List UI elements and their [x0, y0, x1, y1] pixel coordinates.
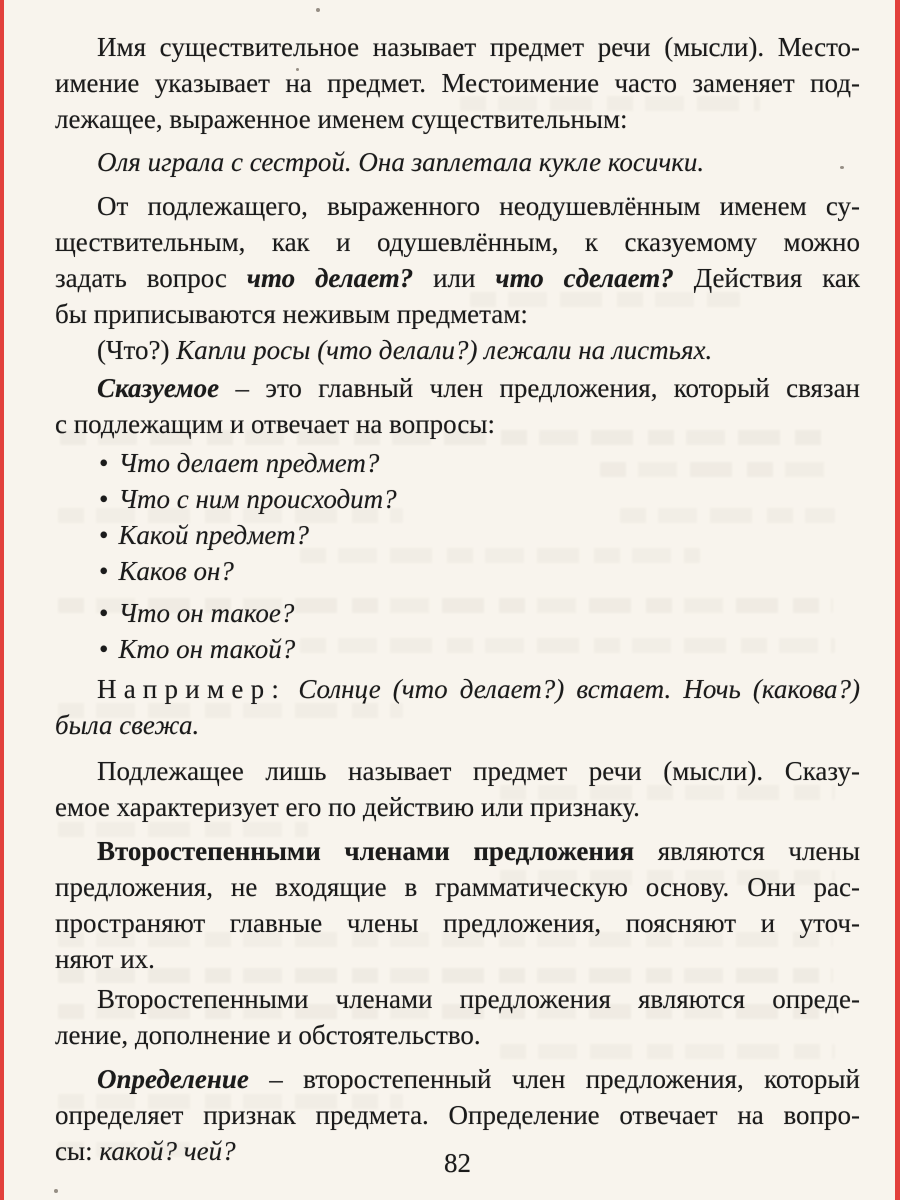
text-run: с подлежащим и отвечает на вопросы: — [55, 409, 495, 439]
text-run: Имя существительное называет предмет речи (мысли). Место- — [97, 32, 860, 62]
text-run: – второстепенный член предложения, который — [248, 1064, 860, 1094]
text-line — [55, 332, 860, 368]
bullet-line — [55, 595, 860, 631]
text-run: Что он такое? — [118, 598, 295, 628]
intro-paragraph — [55, 29, 860, 137]
text-line — [55, 789, 860, 825]
predicate-question-5 — [55, 595, 860, 631]
example-naprimer — [55, 671, 860, 743]
text-run: Что с ним происходит? — [118, 484, 397, 514]
predicate-question-4 — [55, 553, 860, 589]
text-run: Какой предмет? — [118, 520, 310, 550]
paragraph-inanimate-subject — [55, 188, 860, 332]
bullet-icon: • — [99, 634, 109, 664]
text-run: что сделает? — [495, 263, 674, 293]
text-run: емое характеризует его по действию или признаку. — [55, 792, 640, 822]
text-run: (Что?) — [97, 335, 177, 365]
text-run: была свежа. — [55, 710, 200, 740]
text-run: Второстепенными членами предложения являются опреде- — [97, 984, 860, 1014]
text-line — [55, 1061, 860, 1097]
text-run: пространяют главные члены предложения, поясняют и уточ- — [55, 908, 860, 938]
text-line — [55, 101, 860, 137]
text-run: или — [413, 263, 496, 293]
subject-vs-predicate-paragraph — [55, 753, 860, 825]
text-line — [55, 370, 860, 406]
text-run — [286, 674, 298, 704]
predicate-question-2 — [55, 481, 860, 517]
text-line — [55, 144, 860, 180]
text-line — [55, 981, 860, 1017]
text-run: ществительным, как и одушевлённым, к сказуемому можно — [55, 227, 860, 257]
bullet-icon: • — [99, 484, 109, 514]
text-run: бы приписываются неживым предметам: — [55, 299, 528, 329]
text-run: Например: — [97, 674, 287, 704]
predicate-question-3 — [55, 517, 860, 553]
secondary-members-paragraph — [55, 833, 860, 977]
text-line — [55, 188, 860, 224]
text-run: какой? чей? — [99, 1136, 236, 1166]
text-run: Каков он? — [118, 556, 234, 586]
text-run: Подлежащее лишь называет предмет речи (мысли). Сказу- — [97, 756, 860, 786]
page-number: 82 — [444, 1148, 471, 1178]
text-run: Оля играла с сестрой. Она заплетала кукле косички. — [97, 147, 705, 177]
example-olya — [55, 144, 860, 180]
text-run: Действия как — [673, 263, 860, 293]
scan-speck — [54, 1189, 58, 1193]
text-line — [55, 296, 860, 332]
text-run: задать вопрос — [55, 263, 247, 293]
text-run: что делает? — [246, 263, 414, 293]
text-run: Второстепенными членами предложения — [97, 836, 635, 866]
text-line — [55, 941, 860, 977]
text-line — [55, 1017, 860, 1053]
text-run: Определение — [97, 1064, 249, 1094]
text-line — [55, 1097, 860, 1133]
text-line — [55, 406, 860, 442]
text-run: являются члены — [634, 836, 860, 866]
text-run: няют их. — [55, 944, 155, 974]
bullet-line — [55, 553, 860, 589]
secondary-members-list-paragraph — [55, 981, 860, 1053]
text-line — [55, 753, 860, 789]
text-run: ление, дополнение и обстоятельство. — [55, 1020, 481, 1050]
text-run: Солнце (что делает?) встает. Ночь (какова?) — [298, 674, 860, 704]
text-line — [55, 833, 860, 869]
text-run: Капли росы (что делали?) лежали на листьях. — [176, 335, 713, 365]
predicate-definition — [55, 370, 860, 442]
text-line — [55, 224, 860, 260]
text-run: Что делает предмет? — [118, 448, 380, 478]
bullet-icon: • — [99, 448, 109, 478]
text-run: сы: — [55, 1136, 100, 1166]
bullet-icon: • — [99, 520, 109, 550]
predicate-question-1 — [55, 445, 860, 481]
text-run: определяет признак предмета. Определение отвечает на вопро- — [55, 1100, 860, 1130]
bullet-line — [55, 445, 860, 481]
text-line — [55, 707, 860, 743]
text-run: Кто он такой? — [118, 634, 296, 664]
text-line — [55, 260, 860, 296]
text-line — [55, 65, 860, 101]
text-run: предложения, не входящие в грамматическую основу. Они рас- — [55, 872, 860, 902]
bullet-icon: • — [99, 598, 109, 628]
bullet-line — [55, 517, 860, 553]
text-line — [55, 869, 860, 905]
text-run: имение указывает на предмет. Местоимение часто заменяет под- — [55, 68, 860, 98]
text-line — [55, 29, 860, 65]
right-edge-scan-artifact — [895, 0, 900, 1200]
bullet-line — [55, 631, 860, 667]
example-kapli-rosy — [55, 332, 860, 368]
text-run: – это главный член предложения, который связан — [219, 373, 860, 403]
text-run: лежащее, выраженное именем существительным: — [55, 104, 628, 134]
bullet-line — [55, 481, 860, 517]
text-line — [55, 671, 860, 707]
text-line — [55, 905, 860, 941]
bullet-icon: • — [99, 556, 109, 586]
predicate-question-6 — [55, 631, 860, 667]
text-run: Сказуемое — [97, 373, 220, 403]
text-run: От подлежащего, выраженного неодушевлённым именем су- — [97, 191, 860, 221]
